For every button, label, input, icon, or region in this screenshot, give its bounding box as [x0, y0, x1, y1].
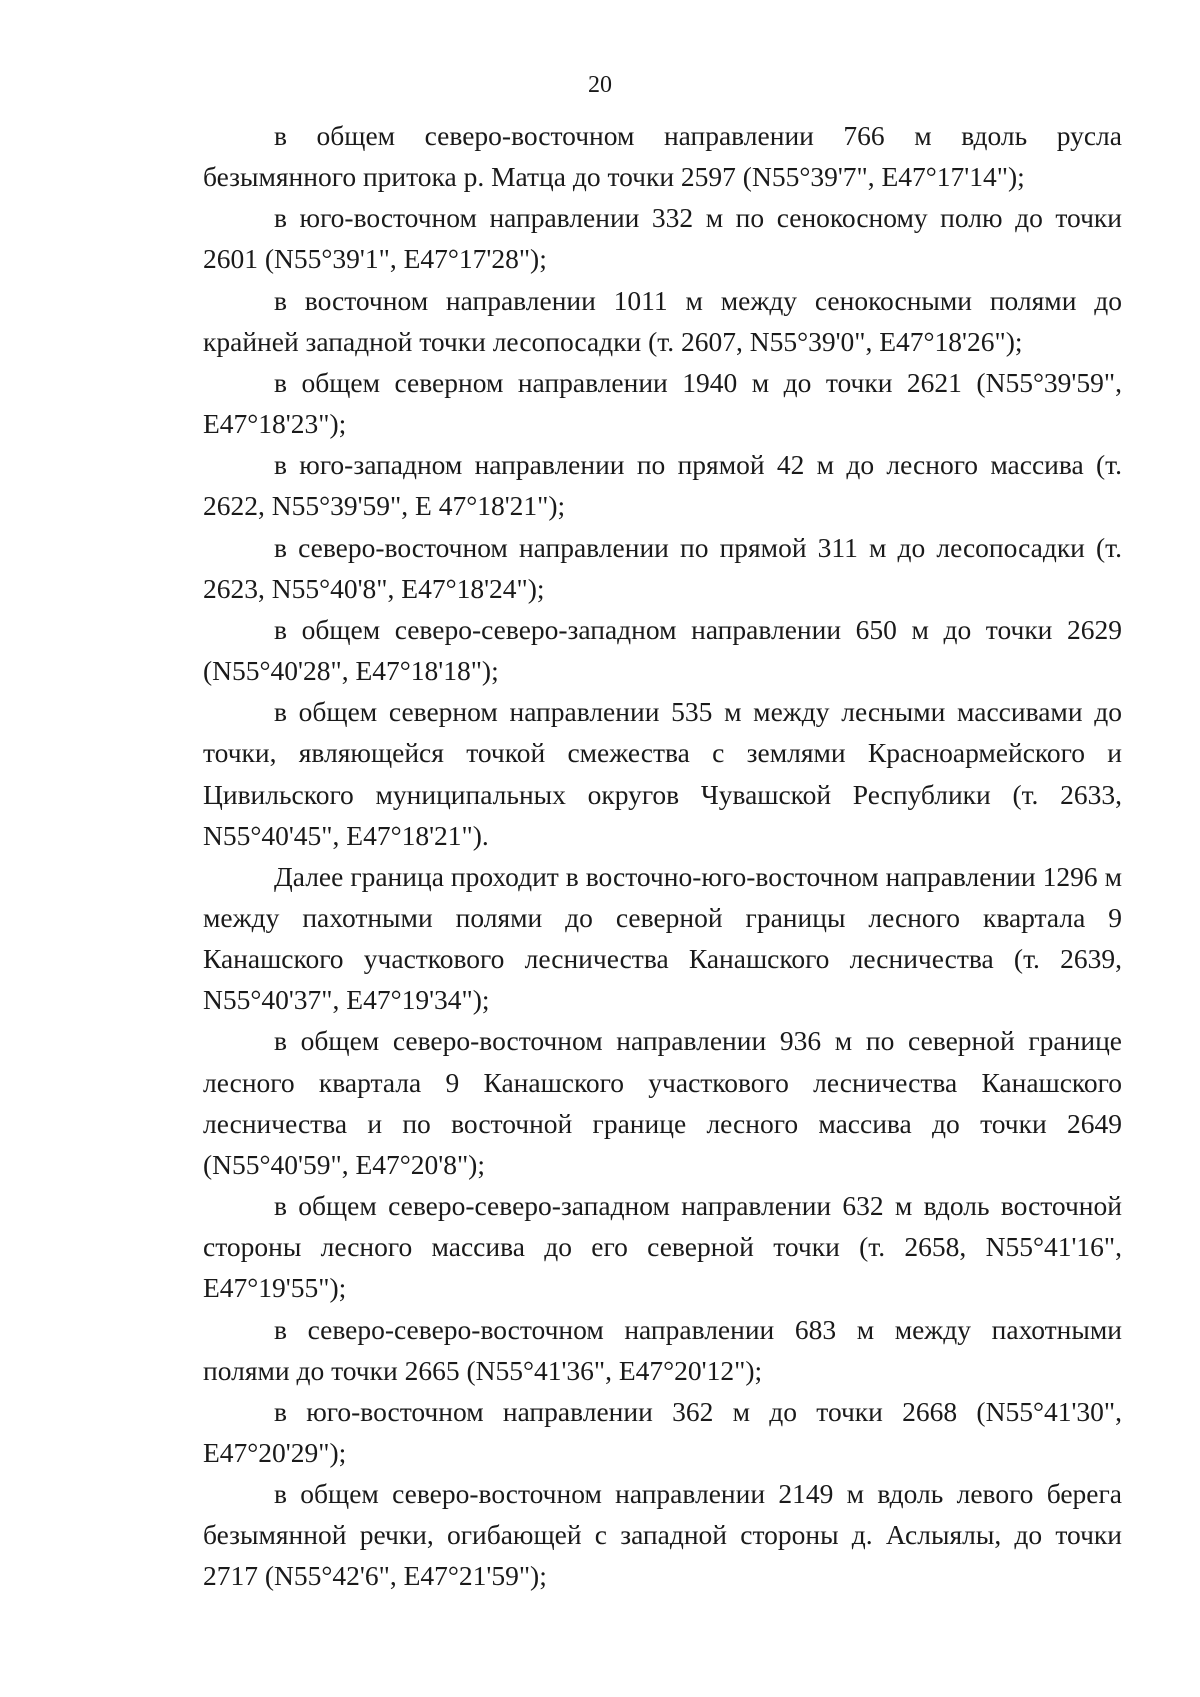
paragraph: в общем северо-восточном направлении 2149 м вдоль левого берега безымянной речки, огибающей с западной стороны д. Аслыялы, до точки 2717 (N55°42'6", E47°21'59");: [203, 1478, 1122, 1592]
paragraph: в общем северо-восточном направлении 766 м вдоль русла безымянного притока р. Матца до точки 2597 (N55°39'7", E47°17'14");: [203, 120, 1122, 193]
paragraph: в юго-западном направлении по прямой 42 м до лесного массива (т. 2622, N55°39'59", E 47°18'21");: [203, 449, 1122, 522]
page-number: 20: [588, 72, 612, 98]
paragraph: в северо-восточном направлении по прямой 311 м до лесопосадки (т. 2623, N55°40'8", E47°18'24");: [203, 531, 1122, 604]
paragraph: в общем северо-северо-западном направлении 632 м вдоль восточной стороны лесного массива до его северной точки (т. 2658, N55°41'16", E47°19'55");: [203, 1190, 1122, 1304]
paragraph: в общем северо-восточном направлении 936 м по северной границе лесного квартала 9 Канашского участкового лесничества Канашского лесничества и по восточной границе лесного массива до точки 2649 (N55°40'59", E47°20'8");: [203, 1025, 1122, 1180]
paragraph: в общем северном направлении 1940 м до точки 2621 (N55°39'59", E47°18'23");: [203, 366, 1122, 440]
paragraph: в юго-восточном направлении 332 м по сенокосному полю до точки 2601 (N55°39'1", E47°17'28");: [203, 202, 1122, 275]
document-body: [203, 115, 1122, 1597]
paragraph: в юго-восточном направлении 362 м до точки 2668 (N55°41'30", E47°20'29");: [203, 1395, 1122, 1468]
paragraph: в северо-северо-восточном направлении 683 м между пахотными полями до точки 2665 (N55°41'36", E47°20'12");: [203, 1313, 1122, 1386]
paragraph: Далее граница проходит в восточно-юго-восточном направлении 1296 м между пахотными полями до северной границы лесного квартала 9 Канашского участкового лесничества Канашского лесничества (т. 2639, N55°40'37", E47°19'34");: [203, 860, 1122, 1016]
paragraph: в общем северном направлении 535 м между лесными массивами до точки, являющейся точкой смежества с землями Красноармейского и Цивильского муниципальных округов Чувашской Республики (т. 2633, N55°40'45", E47°18'21").: [203, 696, 1122, 851]
paragraph: в восточном направлении 1011 м между сенокосными полями до крайней западной точки лесопосадки (т. 2607, N55°39'0", E47°18'26");: [203, 284, 1122, 357]
paragraph: в общем северо-северо-западном направлении 650 м до точки 2629 (N55°40'28", E47°18'18");: [203, 613, 1122, 687]
